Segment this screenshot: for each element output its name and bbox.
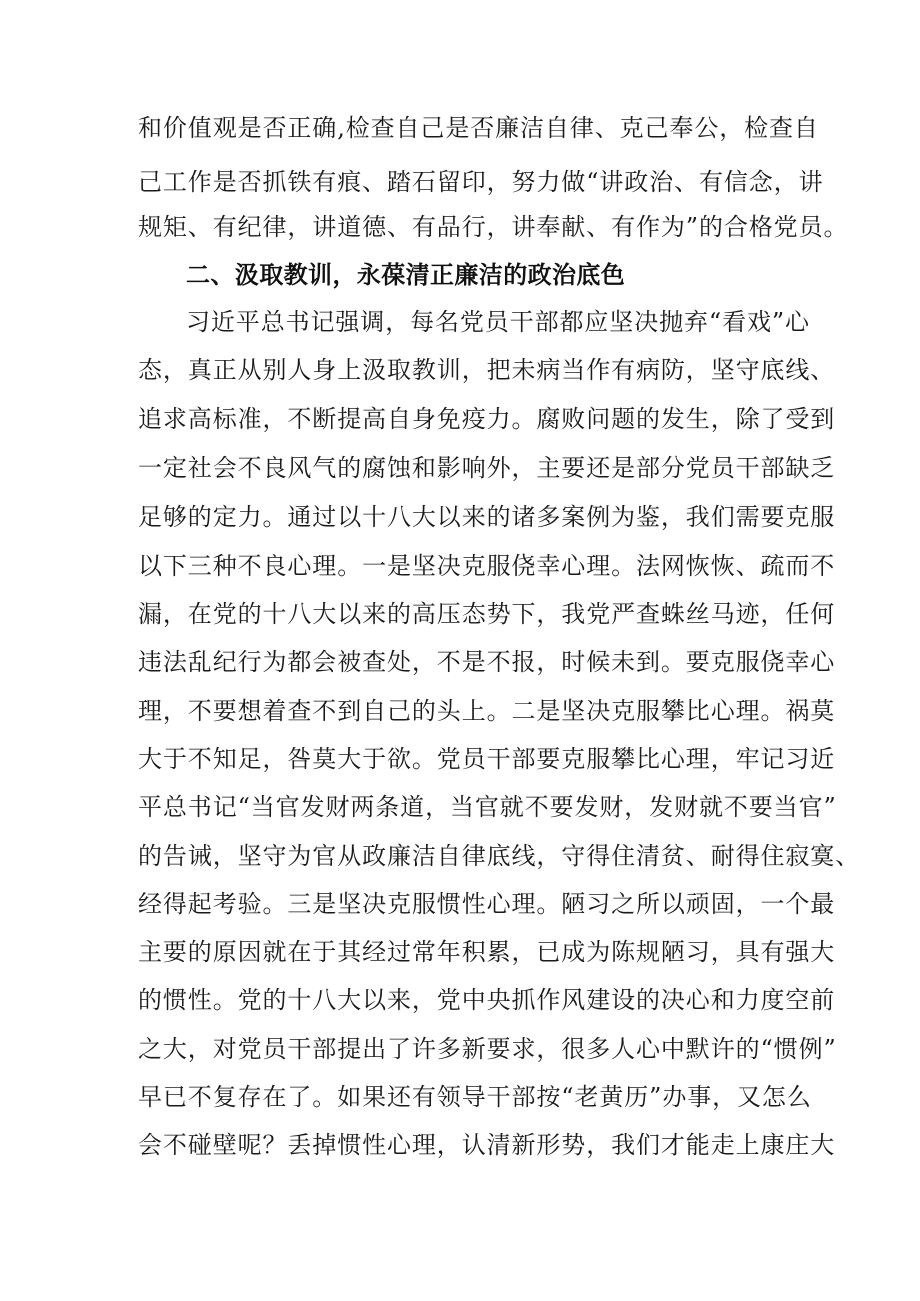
paragraph-line: 己工作是否抓铁有痕、踏石留印，努力做“讲政治、有信念，讲 [138, 168, 824, 196]
section-heading: 二、汲取教训，永葆清正廉洁的政治底色 [186, 261, 626, 289]
paragraph-line: 的告诫，坚守为官从政廉洁自律底线，守得住清贫、耐得住寂寞、 [138, 842, 861, 870]
paragraph-line: 经得起考验。三是坚决克服惯性心理。陋习之所以顽固，一个最 [138, 890, 836, 918]
paragraph-line: 规矩、有纪律，讲道德、有品行，讲奉献、有作为”的合格党员。 [138, 213, 849, 241]
paragraph-line: 足够的定力。通过以十八大以来的诸多案例为鉴，我们需要克服 [138, 503, 836, 531]
paragraph-line: 态，真正从别人身上汲取教训，把未病当作有病防，坚守底线、 [138, 356, 836, 384]
paragraph-line: 主要的原因就在于其经过常年积累，已成为陈规陋习，具有强大 [138, 938, 836, 966]
paragraph-line: 早已不复存在了。如果还有领导干部按“老黄历”办事，又怎么 [138, 1083, 812, 1111]
paragraph-line: 以下三种不良心理。一是坚决克服侥幸心理。法网恢恢、疏而不 [138, 552, 836, 580]
paragraph-line: 一定社会不良风气的腐蚀和影响外，主要还是部分党员干部缺乏 [138, 454, 836, 482]
paragraph-line: 会不碰壁呢？丢掉惯性心理，认清新形势，我们才能走上康庄大 [138, 1131, 836, 1159]
paragraph-line: 的惯性。党的十八大以来，党中央抓作风建设的决心和力度空前 [138, 986, 836, 1014]
paragraph-line: 追求高标准，不断提高自身免疫力。腐败问题的发生，除了受到 [138, 405, 836, 433]
paragraph-line: 之大，对党员干部提出了许多新要求，很多人心中默许的“惯例” [138, 1035, 837, 1063]
paragraph-line: 习近平总书记强调，每名党员干部都应坚决抛弃“看戏”心 [186, 308, 810, 336]
paragraph-line: 漏，在党的十八大以来的高压态势下，我党严查蛛丝马迹，任何 [138, 600, 836, 628]
paragraph-line: 大于不知足，咎莫大于欲。党员干部要克服攀比心理，牢记习近 [138, 745, 836, 773]
paragraph-line: 理，不要想着查不到自己的头上。二是坚决克服攀比心理。祸莫 [138, 697, 836, 725]
paragraph-line: 违法乱纪行为都会被查处，不是不报，时候未到。要克服侥幸心 [138, 648, 836, 676]
paragraph-line: 平总书记“当官发财两条道，当官就不要发财，发财就不要当官” [138, 793, 837, 821]
paragraph-line: 和价值观是否正确,检查自己是否廉洁自律、克己奉公，检查自 [138, 114, 819, 142]
